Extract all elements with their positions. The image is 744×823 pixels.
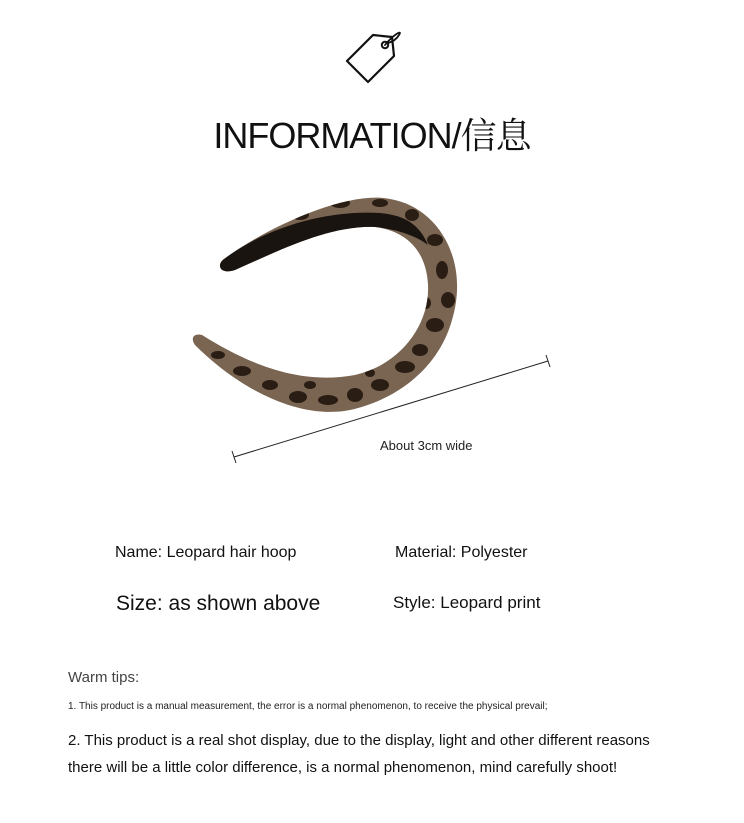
tips-heading: Warm tips: — [68, 669, 140, 686]
headband-product-image — [180, 185, 560, 475]
spec-style: Style: Leopard print — [393, 593, 541, 612]
spec-material: Material: Polyester — [395, 544, 528, 561]
spec-size: Size: as shown above — [116, 592, 321, 615]
price-tag-icon — [343, 27, 405, 87]
page-title: INFORMATION/信息 — [213, 115, 531, 156]
measurement-label: About 3cm wide — [380, 438, 473, 453]
tip-item-2: 2. This product is a real shot display, due to the display, light and other different reasons there will be a little color difference, is a normal phenomenon, mind carefully shoot! — [68, 732, 650, 776]
tip-item-1: 1. This product is a manual measurement, the error is a normal phenomenon, to receive the physical prevail; — [68, 701, 548, 712]
spec-name: Name: Leopard hair hoop — [115, 544, 297, 561]
